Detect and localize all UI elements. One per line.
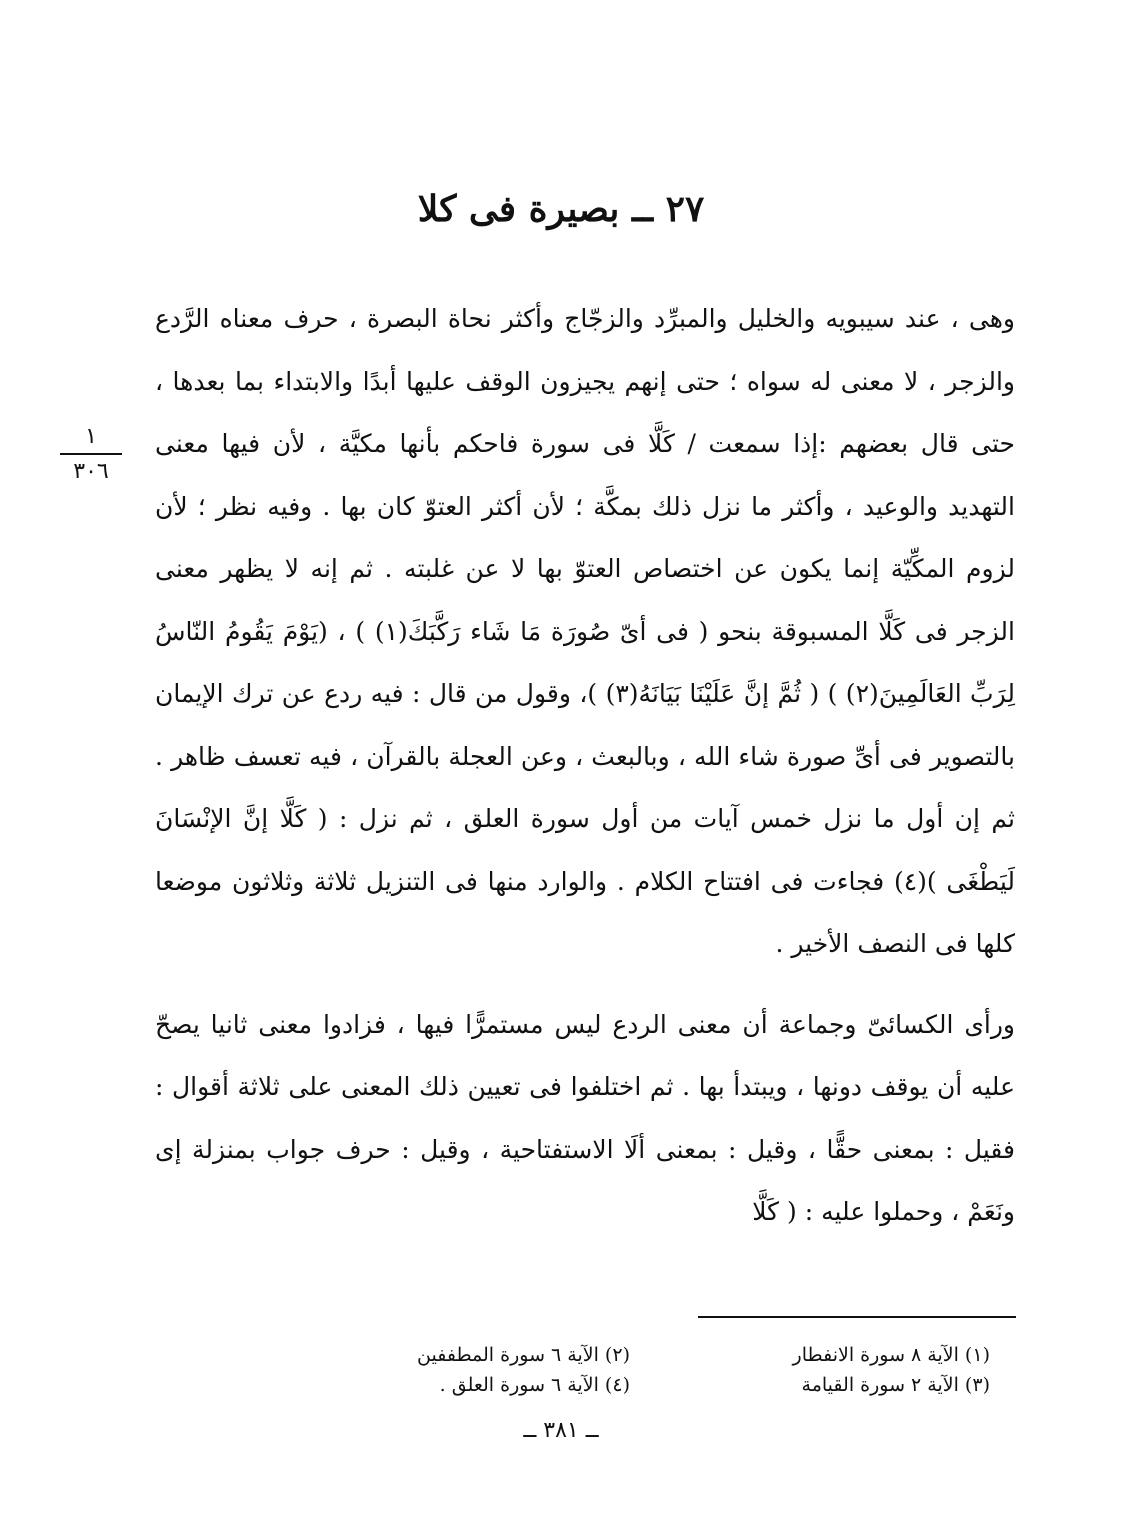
- paragraph-2: ورأى الكسائىّ وجماعة أن معنى الردع ليس مستمرًّا فيها ، فزادوا معنى ثانيا يصحّ عليه أن يوقف دونها ، ويبتدأ بها . ثم اختلفوا فى تعيين ذلك المعنى على ثلاثة أقوال : فقيل : بمعنى حقًّا ، وقيل : بمعنى ألَا الاستفتاحية ، وقيل : حرف جواب بمنزلة إى ونَعَمْ ، وحملوا عليه : ( كَلَّا: [155, 1009, 1015, 1226]
- body-text: [155, 288, 1015, 1244]
- footnote-4: (٤) الآية ٦ سورة العلق .: [439, 1374, 630, 1396]
- paragraph-1: وهى ، عند سيبويه والخليل والمبرِّد والزجّاج وأكثر نحاة البصرة ، حرف معناه الرَّدع والزجر ، لا معنى له سواه ؛ حتى إنهم يجيزون الوقف عليها أبدًا والابتداء بما بعدها ، حتى قال بعضهم :إذا سمعت / كَلَّا فى سورة فاحكم بأنها مكيَّة ، لأن فيها معنى التهديد والوعيد ، وأكثر ما نزل ذلك بمكَّة ؛ لأن أكثر العتوّ كان بها . وفيه نظر ؛ لأن لزوم المكِّيّة إنما يكون عن اختصاص العتوّ بها لا عن غلبته . ثم إنه لا يظهر معنى الزجر فى كَلَّا المسبوقة بنحو ( فى أىّ صُورَة مَا شَاء رَكَّبَكَ(١) ) ، (يَوْمَ يَقُومُ النّاسُ لِرَبِّ العَالَمِينَ(٢) ) ( ثُمَّ إنَّ عَلَيْنَا بَيَانَهُ(٣) )، وقول من قال : فيه ردع عن ترك الإيمان بالتصوير فى أىِّ صورة شاء الله ، وبالبعث ، وعن العجلة بالقرآن ، فيه تعسف ظاهر . ثم إن أول ما نزل خمس آيات من أول سورة العلق ، ثم نزل : ( كَلَّا إنَّ الإنْسَانَ لَيَطْغَى )(٤) فجاءت فى افتتاح الكلام . والوارد منها فى التنزيل ثلاثة وثلاثون موضعا كلها فى النصف الأخير .: [155, 304, 1016, 958]
- footnote-divider: [698, 1316, 1016, 1318]
- page-title: ٢٧ ــ بصيرة فى كلا: [417, 188, 705, 230]
- margin-note-bottom: ٣٠٦: [73, 459, 109, 484]
- margin-note-top: ١: [60, 424, 122, 455]
- footnote-1: (١) الآية ٨ سورة الانفطار: [792, 1344, 990, 1366]
- margin-note: [60, 424, 122, 484]
- page-number: ــ ٣٨١ ــ: [523, 1418, 599, 1443]
- footnotes-left-column: [330, 1340, 630, 1400]
- footnote-2: (٢) الآية ٦ سورة المطففين: [417, 1344, 630, 1366]
- footnotes-right-column: [690, 1340, 990, 1400]
- footnote-3: (٣) الآية ٢ سورة القيامة: [801, 1374, 990, 1396]
